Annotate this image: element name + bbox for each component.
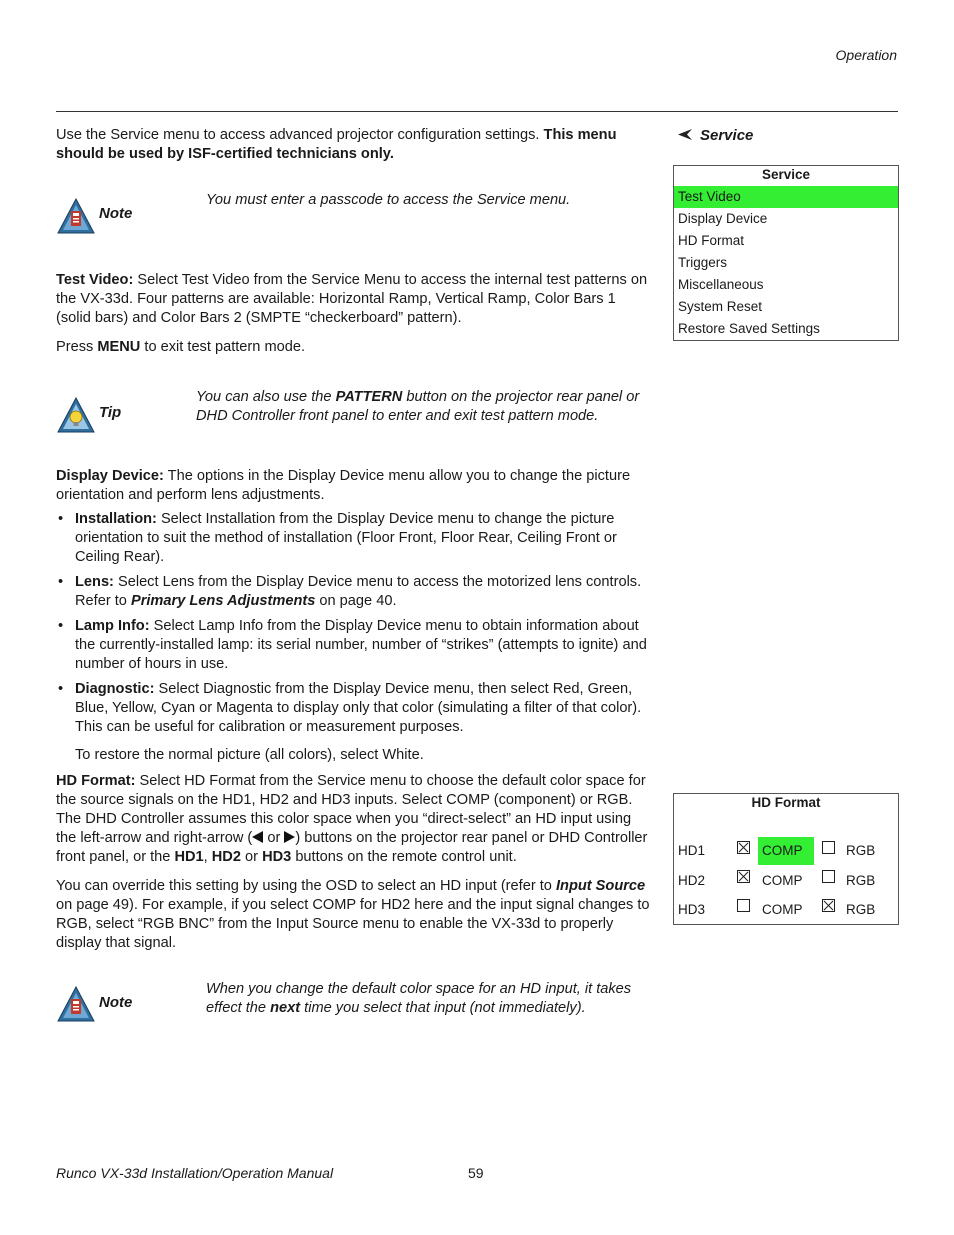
note2-text-a: When you change the default color space for an HD input, it takes effect the [206,981,632,1016]
tip-text [196,388,656,426]
note-label: Note [99,994,133,1011]
hd2-comp-checkbox[interactable] [737,870,750,883]
bullet-label: Installation: [75,511,157,527]
test-video-text: Select Test Video from the Service Menu to access the internal test patterns on the VX-33d. Four patterns are available: Horizontal Ramp, Vertical Ramp, Color Bars 1 (solid bars) and Color Bars 2 (SMPTE “checkerboard” pattern). [56,272,648,326]
hd2-rgb-label: RGB [846,873,876,888]
hd3-key: HD3 [262,849,292,865]
hd1-label: HD1 [678,843,706,858]
bullet-label: Diagnostic: [75,681,155,697]
tip-pattern-key: PATTERN [335,389,403,405]
note2-next: next [270,1000,301,1016]
note-warning-icon [56,197,96,235]
press-menu-paragraph [56,338,654,357]
bullet-text: Select Installation from the Display Device menu to change the picture orientation to suit the method of installation (Floor Front, Floor Rear, Ceiling Front or Ceiling Rear). [75,511,617,565]
hd-format-or: or [263,830,285,846]
hd-format-text-a: Select HD Format from the Service menu to choose the default color space for the source signals on the HD1, HD2 and HD3 inputs. Select COMP (component) or RGB. The DHD Controller assumes this color space when you “direct-select” an HD input using the left-arrow and right-arrow ( [56,773,646,846]
bullet-text: Select Lens from the Display Device menu to access the motorized lens controls. Refer to [75,574,642,609]
intro-text: Use the Service menu to access advanced projector configuration settings. [56,127,544,143]
hd3-label: HD3 [678,902,706,917]
press-text-b: to exit test pattern mode. [140,339,306,355]
note-passcode [56,192,656,243]
intro-paragraph [56,126,654,164]
header-section-title: Operation [835,47,897,63]
hd-format-grid [674,814,898,924]
override-text-a: You can override this setting by using the OSD to select an HD input (refer to [56,878,556,894]
right-arrow-icon [284,831,295,843]
override-paragraph [56,877,654,953]
hd1-comp-checkbox[interactable] [737,841,750,854]
restore-paragraph: To restore the normal picture (all colors), select White. [75,747,424,763]
hd2-key: HD2 [211,849,241,865]
menu-item-triggers[interactable]: Triggers [678,255,728,270]
hd-format-label: HD Format: [56,773,136,789]
hd-format-comma: , [203,849,212,865]
hd1-comp-label: COMP [762,843,803,858]
menu-item-display-device[interactable]: Display Device [678,211,768,226]
note-text [206,980,656,1018]
menu-item-system-reset[interactable]: System Reset [678,299,763,314]
bullet-text: Select Lamp Info from the Display Device menu to obtain information about the currently-installed lamp: its serial number, number of “strikes” (attempts to ignite) and number of hours in use. [75,618,647,672]
hd3-comp-checkbox[interactable] [737,899,750,912]
tip-text-b: button on the projector rear panel or DHD Controller front panel to enter and exit test pattern mode. [196,389,640,424]
tip-label: Tip [99,404,122,421]
tip-text-a: You can also use the [196,389,336,405]
menu-key-label: MENU [97,339,141,355]
test-video-label: Test Video: [56,272,134,288]
bullet-label: Lens: [75,574,114,590]
hd2-label: HD2 [678,873,706,888]
menu-item-test-video[interactable]: Test Video [674,186,898,208]
hd2-comp-label: COMP [762,873,803,888]
menu-item-restore-saved-settings[interactable]: Restore Saved Settings [678,321,820,336]
note2-text-b: time you select that input (not immediately). [300,1000,586,1016]
hd1-rgb-checkbox[interactable] [822,841,835,854]
intro-bold: This menu should be used by ISF-certified technicians only. [56,127,617,162]
display-device-text: The options in the Display Device menu allow you to change the picture orientation and perform lens adjustments. [56,468,631,503]
footer-manual-title: Runco VX-33d Installation/Operation Manual [56,1165,334,1181]
hd-format-menu-title: HD Format [751,795,821,810]
hd3-rgb-label: RGB [846,902,876,917]
hd1-key: HD1 [174,849,204,865]
hd-format-text-b: ) buttons on the projector rear panel or DHD Controller front panel, or the [56,830,648,865]
note-text: You must enter a passcode to access the Service menu. [206,192,571,208]
hd-format-menu [673,793,899,925]
display-device-paragraph [56,467,654,505]
press-text-a: Press [56,339,98,355]
test-video-paragraph [56,271,654,328]
note-color-space [56,981,656,1031]
note-warning-icon [56,985,96,1023]
hd-format-or2: or [240,849,263,865]
left-arrow-icon [252,831,263,843]
service-menu-title: Service [761,167,811,182]
bullet-diagnostic [56,680,654,737]
tip-lightbulb-icon [56,396,96,434]
arrowhead-icon [678,129,692,140]
page-number: 59 [468,1165,484,1181]
service-menu [673,165,899,341]
bullet-lens [56,573,654,611]
hd3-comp-label: COMP [762,902,803,917]
service-heading [678,126,753,145]
menu-item-miscellaneous[interactable]: Miscellaneous [678,277,764,292]
header-rule [56,111,898,112]
hd3-rgb-checkbox[interactable] [822,899,835,912]
display-device-label: Display Device: [56,468,164,484]
display-device-bullets [56,510,654,743]
menu-item-hd-format[interactable]: HD Format [678,233,745,248]
hd1-rgb-label: RGB [846,843,876,858]
bullet-lamp-info [56,617,654,674]
input-source-link[interactable]: Input Source [555,878,646,894]
hd2-rgb-checkbox[interactable] [822,870,835,883]
note-label: Note [99,205,133,222]
hd-format-paragraph [56,772,654,867]
hd-format-text-c: buttons on the remote control unit. [291,849,517,865]
bullet-label: Lamp Info: [75,618,150,634]
bullet-installation [56,510,654,567]
tip-pattern [56,389,656,442]
primary-lens-link[interactable]: Primary Lens Adjustments [130,593,316,609]
service-heading-text: Service [700,127,754,144]
bullet-text: Select Diagnostic from the Display Device menu, then select Red, Green, Blue, Yellow, Cyan or Magenta to display only that color (simulating a filter of that color). This can be useful for calibration or measurement purposes. [75,681,642,735]
bullet-text: on page 40. [315,593,397,609]
override-text-b: on page 49). For example, if you select COMP for HD2 here and the input signal changes to RGB, select “RGB BNC” from the Input Source menu to enable the VX-33d to properly display that signal. [56,897,650,951]
